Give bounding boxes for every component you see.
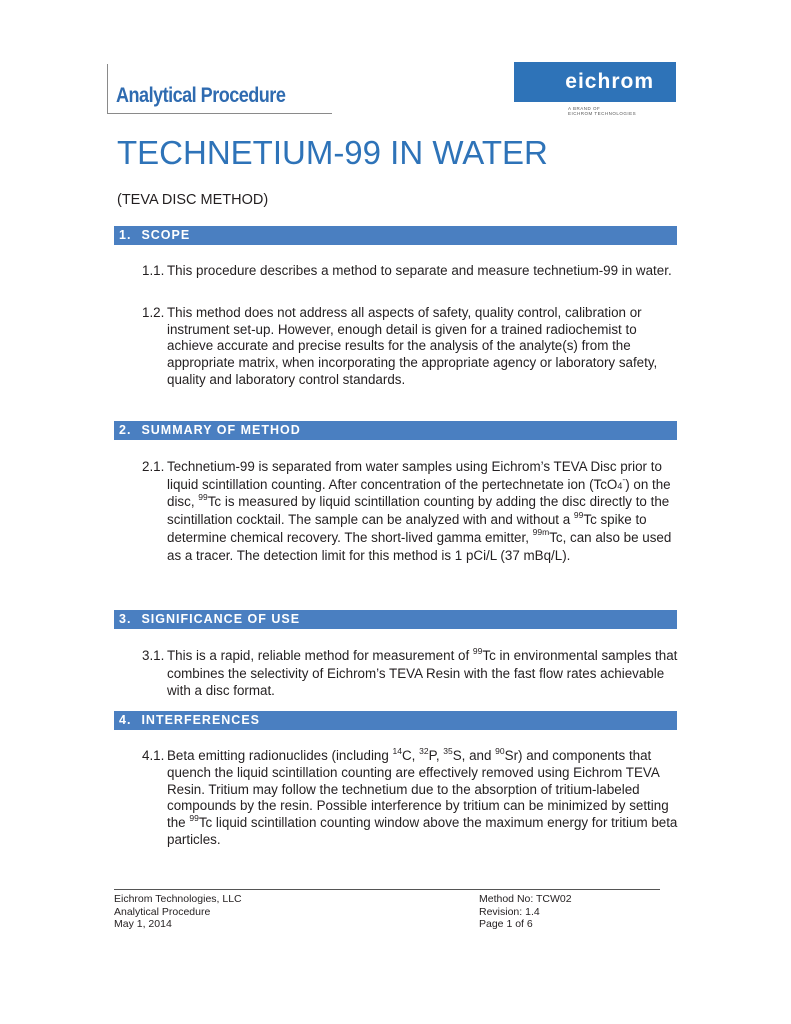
logo-tagline (568, 106, 636, 116)
paragraph-1-2 (142, 305, 682, 389)
logo-tagline-line-1: A BRAND OF (568, 106, 601, 111)
section-title: SIGNIFICANCE OF USE (141, 612, 301, 626)
footer-doc-type: Analytical Procedure (114, 905, 211, 918)
paragraph-text: This is a rapid, reliable method for measurement of $^{99}$Tc in environmental samples that combines the selectivity of Eichrom’s TEVA Resin with the fast flow rates achievable with a disc format. (167, 645, 678, 698)
footer-page-number: Page 1 of 6 (479, 918, 533, 930)
paragraph-3-1 (142, 647, 682, 700)
footer-date: May 1, 2014 (114, 918, 172, 930)
paragraph-number: 1.2. (142, 305, 165, 320)
footer-right (479, 893, 572, 931)
header-horizontal-rule (107, 113, 332, 114)
section-number: 4. (119, 713, 132, 727)
paragraph-number: 4.1. (142, 748, 165, 763)
section-title: SCOPE (141, 228, 191, 242)
footer-rule (114, 889, 660, 890)
document-title: TECHNETIUM-99 IN WATER (117, 134, 548, 171)
paragraph-number: 2.1. (142, 459, 165, 474)
header-vertical-rule (107, 64, 108, 114)
footer-revision: Revision: 1.4 (479, 905, 540, 918)
paragraph-text: This method does not address all aspects of safety, quality control, calibration or instrument set-up. However, enough detail is given for a trained radiochemist to achieve accurate and precise results for the analysis of the analyte(s) from the appropriate matrix, when incorporating the appropriate agency or laboratory safety, quality and laboratory control standards. (167, 305, 658, 387)
paragraph-text: Beta emitting radionuclides (including $^{14}$C, $^{32}$P, $^{35}$S, and $^{90}$Sr) and components that quench the liquid scintillation counting are effectively removed using Eichrom TEVA Resin. Tritium may follow the technetium due to the absorption of tritium-labeled compounds by the resin. Possible interference by tritium can be minimized by setting the $^{99}$Tc liquid scintillation counting window above the maximum energy for tritium beta particles. (167, 745, 678, 847)
paragraph-number: 1.1. (142, 263, 165, 278)
section-heading-summary (114, 421, 677, 440)
paragraph-number: 3.1. (142, 648, 165, 663)
logo-tagline-line-2: EICHROM TECHNOLOGIES (568, 111, 637, 116)
paragraph-4-1 (142, 745, 682, 849)
paragraph-text: Technetium-99 is separated from water samples using Eichrom’s TEVA Disc prior to liquid scintillation counting. After concentration of the pertechnetate ion (TcO4-) on the disc, $^{99}$Tc is measured by liquid scintillation counting by adding the disc directly to the scintillation cocktail. The sample can be analyzed with and without a $^{99}$Tc spike to determine chemical recovery. The short-lived gamma emitter, $^{99m}$Tc, can also be used as a tracer. The detection limit for this method is 1 pCi/L (37 mBq/L). (167, 459, 672, 563)
section-number: 1. (119, 228, 132, 242)
section-heading-interferences (114, 711, 677, 730)
footer-method-number: Method No: TCW02 (479, 893, 572, 905)
footer-company: Eichrom Technologies, LLC (114, 893, 242, 905)
section-heading-scope (114, 226, 677, 245)
paragraph-text: This procedure describes a method to separate and measure technetium-99 in water. (167, 263, 672, 278)
paragraph-2-1 (142, 458, 682, 564)
paragraph-1-1 (142, 263, 682, 280)
document-subtitle: (TEVA DISC METHOD) (117, 192, 269, 208)
procedure-label: Analytical Procedure (116, 84, 286, 107)
footer-left (114, 893, 242, 931)
logo-text: eichrom (565, 70, 654, 93)
section-title: SUMMARY OF METHOD (141, 423, 301, 437)
section-number: 2. (119, 423, 132, 437)
eichrom-logo (514, 62, 676, 102)
section-heading-significance (114, 610, 677, 629)
section-number: 3. (119, 612, 132, 626)
section-title: INTERFERENCES (141, 713, 261, 727)
